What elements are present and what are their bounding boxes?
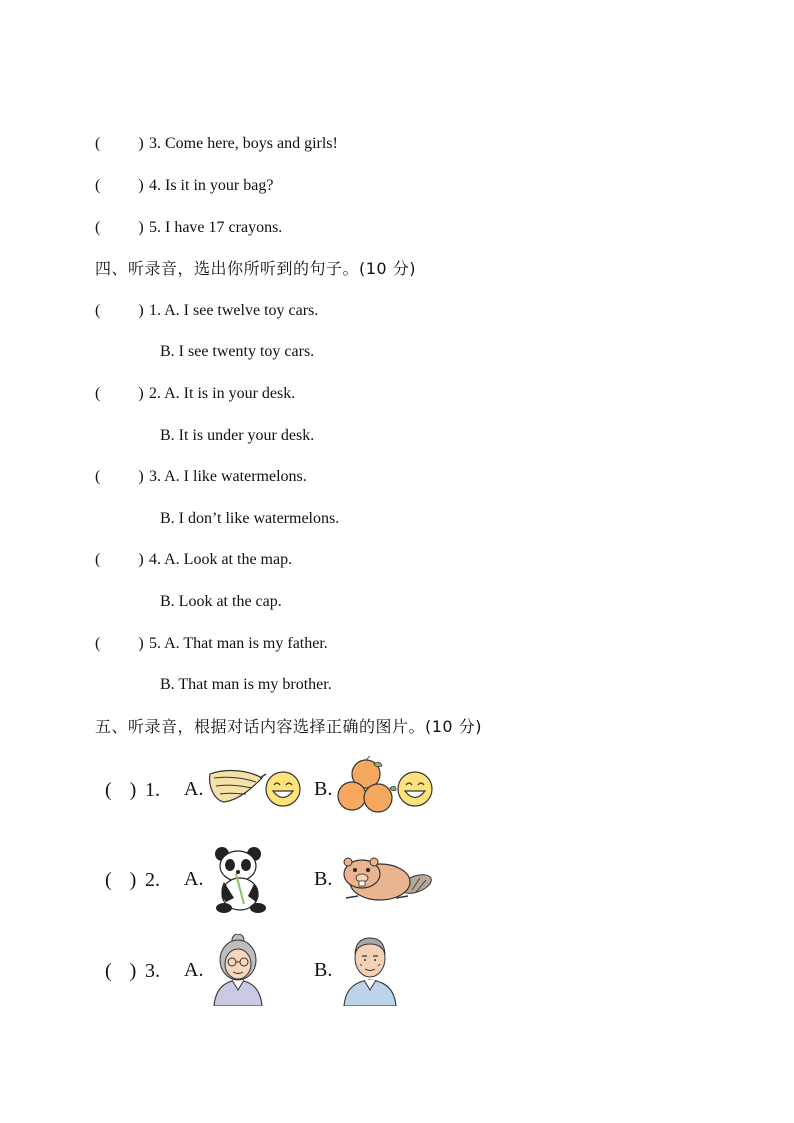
- section4-item-3-a: [95, 467, 307, 487]
- option-a: 2. A. It is in your desk.: [149, 385, 296, 402]
- answer-blank[interactable]: ( ): [95, 551, 144, 568]
- section4-heading: 四、听录音，选出你所听到的句子。(10 分): [95, 259, 416, 278]
- answer-blank[interactable]: ( ): [95, 385, 144, 402]
- beaver-icon[interactable]: [336, 852, 434, 902]
- section4-item-4-a: [95, 550, 292, 570]
- item-number: 2.: [145, 869, 160, 891]
- option-b-label: B.: [314, 778, 333, 800]
- item-number: 3.: [145, 960, 160, 982]
- option-a: 1. A. I see twelve toy cars.: [149, 302, 319, 319]
- oranges-smiley-icon[interactable]: [334, 756, 436, 816]
- section5-item-2: [105, 868, 160, 892]
- answer-blank[interactable]: ( ): [105, 779, 137, 801]
- answer-blank[interactable]: ( ): [95, 219, 144, 236]
- question-text: 4. Is it in your bag?: [149, 177, 274, 194]
- section4-item-2-b: B. It is under your desk.: [160, 427, 315, 444]
- option-a: 4. A. Look at the map.: [149, 551, 293, 568]
- question-text: 3. Come here, boys and girls!: [149, 135, 338, 152]
- section4-item-5-a: [95, 634, 328, 654]
- section4-item-4-b: B. Look at the cap.: [160, 593, 282, 610]
- grandmother-icon[interactable]: [210, 934, 266, 1006]
- section5-item-3: [105, 959, 160, 983]
- option-a: 5. A. That man is my father.: [149, 635, 328, 652]
- answer-blank[interactable]: ( ): [95, 177, 144, 194]
- section4-item-3-b: B. I don’t like watermelons.: [160, 510, 340, 527]
- section3-item-5: [95, 218, 282, 238]
- section4-item-1-a: [95, 301, 318, 321]
- smiley-icon: [398, 772, 432, 806]
- option-a-label: A.: [184, 778, 204, 800]
- panda-icon[interactable]: [208, 844, 272, 916]
- section4-item-1-b: B. I see twenty toy cars.: [160, 343, 315, 360]
- question-text: 5. I have 17 crayons.: [149, 219, 283, 236]
- grandfather-icon[interactable]: [342, 932, 398, 1006]
- section3-item-4: [95, 176, 273, 196]
- section4-item-2-a: [95, 384, 295, 404]
- option-b-label: B.: [314, 868, 333, 890]
- option-b-label: B.: [314, 959, 333, 981]
- answer-blank[interactable]: ( ): [95, 635, 144, 652]
- answer-blank[interactable]: ( ): [95, 135, 144, 152]
- section4-item-5-b: B. That man is my brother.: [160, 676, 332, 693]
- answer-blank[interactable]: ( ): [105, 869, 137, 891]
- smiley-icon: [266, 772, 300, 806]
- item-number: 1.: [145, 779, 160, 801]
- answer-blank[interactable]: ( ): [105, 960, 137, 982]
- option-a: 3. A. I like watermelons.: [149, 468, 307, 485]
- section5-heading: 五、听录音，根据对话内容选择正确的图片。(10 分): [95, 717, 482, 736]
- section5-item-1: [105, 778, 160, 802]
- answer-blank[interactable]: ( ): [95, 302, 144, 319]
- option-a-label: A.: [184, 959, 204, 981]
- oranges-icon: [338, 756, 396, 812]
- bananas-smiley-icon[interactable]: [206, 764, 302, 810]
- option-a-label: A.: [184, 868, 204, 890]
- answer-blank[interactable]: ( ): [95, 468, 144, 485]
- section3-item-3: [95, 134, 338, 154]
- bananas-icon: [210, 771, 266, 802]
